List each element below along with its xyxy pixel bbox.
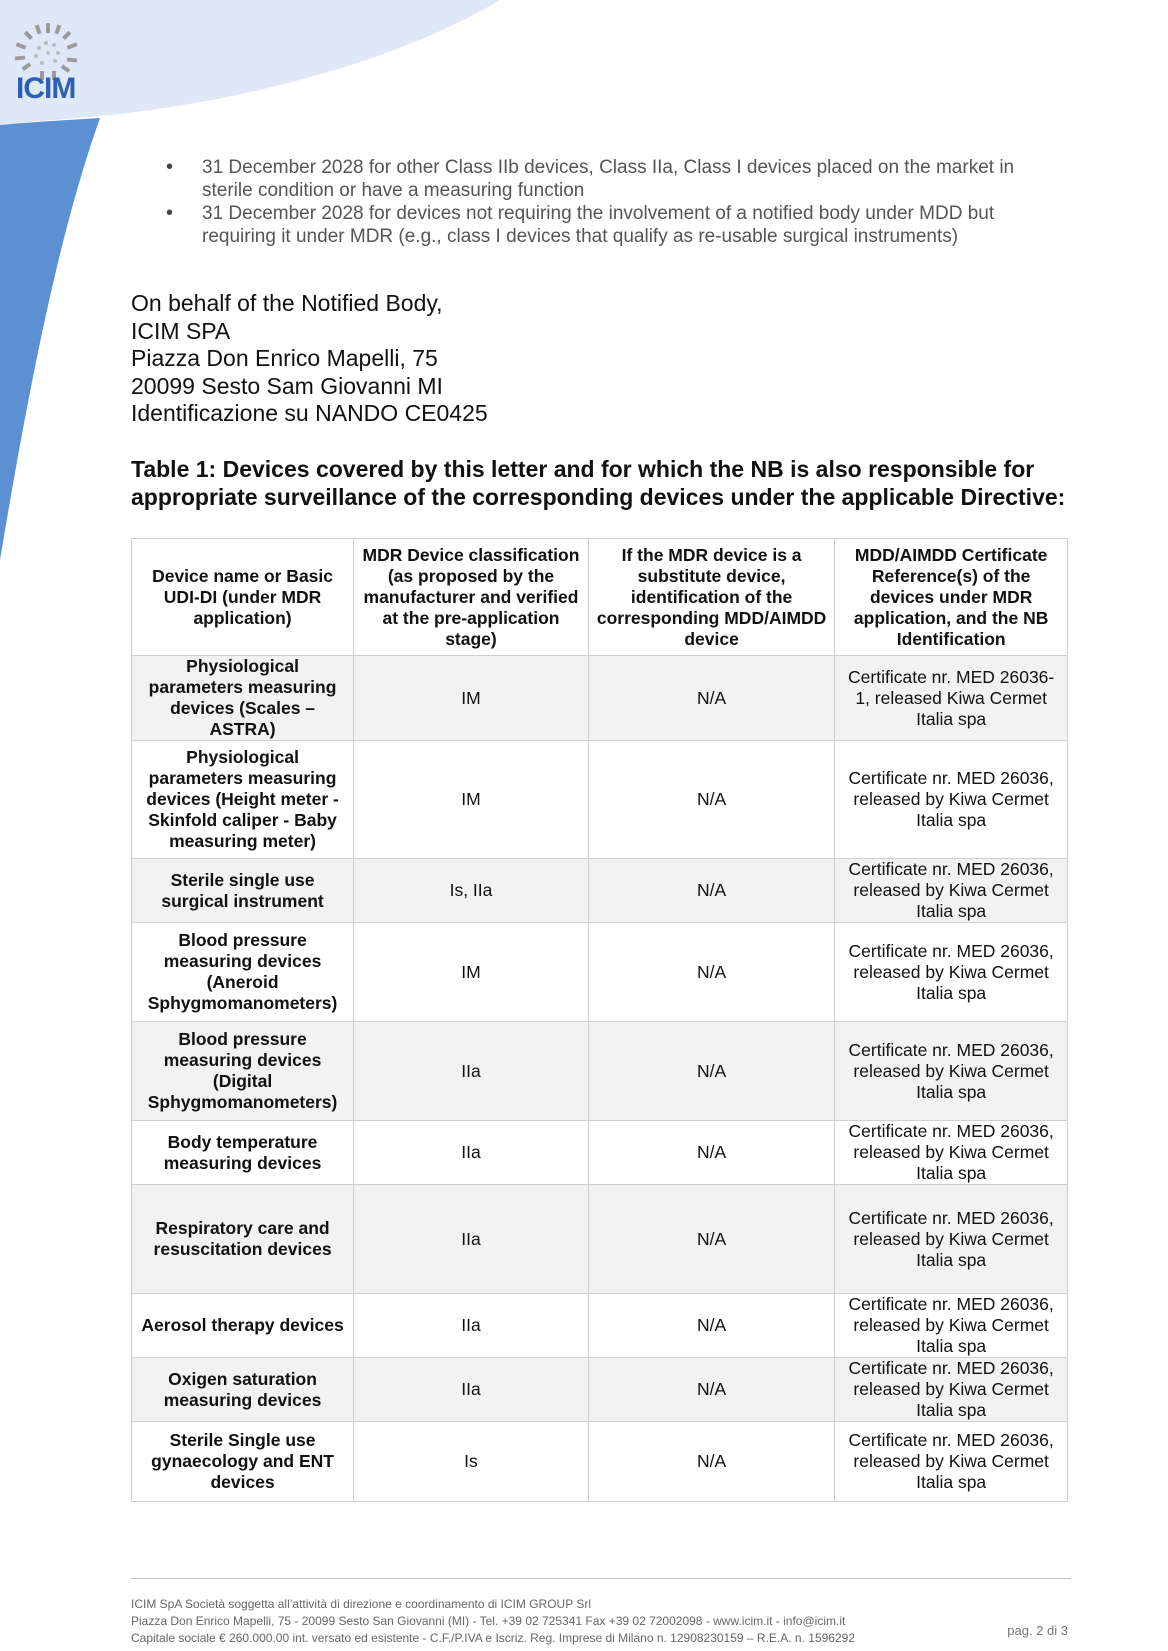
device-name-cell: Physiological parameters measuring devices (Height meter - Skinfold caliper - Baby measuring meter) (132, 741, 354, 859)
list-item: • 31 December 2028 for other Class IIb devices, Class IIa, Class I devices placed on the market in sterile condition or have a measuring function (160, 156, 1060, 202)
substitute-cell: N/A (588, 741, 834, 859)
footer-line: Piazza Don Enrico Mapelli, 75 - 20099 Sesto San Giovanni (MI) - Tel. +39 02 725341 Fax +39 02 72002098 - www.icim.it - info@icim.it (131, 1614, 846, 1628)
device-name-cell: Respiratory care and resuscitation devices (132, 1185, 354, 1294)
certificate-cell: Certificate nr. MED 26036, released by Kiwa Cermet Italia spa (835, 1422, 1068, 1502)
address-line: 20099 Sesto Sam Giovanni MI (131, 372, 443, 399)
classification-cell: IIa (354, 1185, 589, 1294)
table-row (132, 741, 1068, 859)
table-row (132, 1422, 1068, 1502)
substitute-cell: N/A (588, 1358, 834, 1422)
substitute-cell: N/A (588, 859, 834, 923)
icim-logo-text: ICIM (16, 72, 76, 105)
classification-cell: IIa (354, 1121, 589, 1185)
table-header-row (132, 539, 1068, 656)
footer-line: ICIM SpA Società soggetta all’attività di direzione e coordinamento di ICIM GROUP Srl (131, 1597, 591, 1611)
classification-cell: IM (354, 656, 589, 741)
substitute-cell: N/A (588, 1185, 834, 1294)
certificate-cell: Certificate nr. MED 26036, released by Kiwa Cermet Italia spa (835, 1358, 1068, 1422)
device-name-cell: Blood pressure measuring devices (Aneroid Sphygmomanometers) (132, 923, 354, 1022)
classification-cell: IM (354, 923, 589, 1022)
header-device-name: Device name or Basic UDI-DI (under MDR application) (132, 539, 354, 656)
classification-cell: Is (354, 1422, 589, 1502)
address-line: ICIM SPA (131, 317, 231, 344)
certificate-cell: Certificate nr. MED 26036, released by Kiwa Cermet Italia spa (835, 1294, 1068, 1358)
table-title: Table 1: Devices covered by this letter and for which the NB is also responsible for appropriate surveillance of the corresponding devices under the applicable Directive: (131, 456, 1066, 510)
header-certificate-reference: MDD/AIMDD Certificate Reference(s) of the devices under MDR application, and the NB Identification (835, 539, 1068, 656)
classification-cell: IIa (354, 1294, 589, 1358)
notified-body-address (131, 290, 488, 428)
substitute-cell: N/A (588, 1422, 834, 1502)
table-row (132, 1121, 1068, 1185)
table-row (132, 1358, 1068, 1422)
device-name-cell: Body temperature measuring devices (132, 1121, 354, 1185)
table-row (132, 656, 1068, 741)
devices-table (131, 538, 1068, 1502)
device-name-cell: Oxigen saturation measuring devices (132, 1358, 354, 1422)
table-row (132, 859, 1068, 923)
table-row (132, 923, 1068, 1022)
list-item: • 31 December 2028 for devices not requiring the involvement of a notified body under MDD but requiring it under MDR (e.g., class I devices that qualify as re-usable surgical instruments) (160, 202, 1060, 248)
substitute-cell: N/A (588, 1294, 834, 1358)
classification-cell: IIa (354, 1358, 589, 1422)
footer-line: Capitale sociale € 260.000,00 int. versato ed esistente - C.F./P.IVA e Iscriz. Reg. Imprese di Milano n. 12908230159 – R.E.A. n. 1596292 (131, 1631, 855, 1645)
address-line: Identificazione su NANDO CE0425 (131, 400, 488, 426)
substitute-cell: N/A (588, 1121, 834, 1185)
certificate-cell: Certificate nr. MED 26036-1, released Kiwa Cermet Italia spa (835, 656, 1068, 741)
device-name-cell: Sterile single use surgical instrument (132, 859, 354, 923)
classification-cell: IM (354, 741, 589, 859)
device-name-cell: Blood pressure measuring devices (Digital Sphygmomanometers) (132, 1022, 354, 1121)
certificate-cell: Certificate nr. MED 26036, released by Kiwa Cermet Italia spa (835, 923, 1068, 1022)
substitute-cell: N/A (588, 656, 834, 741)
certificate-cell: Certificate nr. MED 26036, released by Kiwa Cermet Italia spa (835, 1185, 1068, 1294)
device-name-cell: Aerosol therapy devices (132, 1294, 354, 1358)
substitute-cell: N/A (588, 1022, 834, 1121)
classification-cell: Is, IIa (354, 859, 589, 923)
classification-cell: IIa (354, 1022, 589, 1121)
footer-divider (131, 1578, 1071, 1579)
certificate-cell: Certificate nr. MED 26036, released by Kiwa Cermet Italia spa (835, 1022, 1068, 1121)
certificate-cell: Certificate nr. MED 26036, released by Kiwa Cermet Italia spa (835, 741, 1068, 859)
footer (131, 1596, 931, 1647)
device-name-cell: Sterile Single use gynaecology and ENT devices (132, 1422, 354, 1502)
deadline-bullet-list (160, 156, 1060, 248)
header-mdr-classification: MDR Device classification (as proposed by the manufacturer and verified at the pre-application stage) (354, 539, 589, 656)
table-row (132, 1294, 1068, 1358)
page-number: pag. 2 di 3 (1007, 1623, 1068, 1638)
table-row (132, 1022, 1068, 1121)
address-line: On behalf of the Notified Body, (131, 290, 443, 316)
substitute-cell: N/A (588, 923, 834, 1022)
certificate-cell: Certificate nr. MED 26036, released by Kiwa Cermet Italia spa (835, 859, 1068, 923)
header-substitute-device: If the MDR device is a substitute device, identification of the corresponding MDD/AIMDD device (588, 539, 834, 656)
table-row (132, 1185, 1068, 1294)
certificate-cell: Certificate nr. MED 26036, released by Kiwa Cermet Italia spa (835, 1121, 1068, 1185)
device-name-cell: Physiological parameters measuring devices (Scales – ASTRA) (132, 656, 354, 741)
address-line: Piazza Don Enrico Mapelli, 75 (131, 345, 438, 371)
